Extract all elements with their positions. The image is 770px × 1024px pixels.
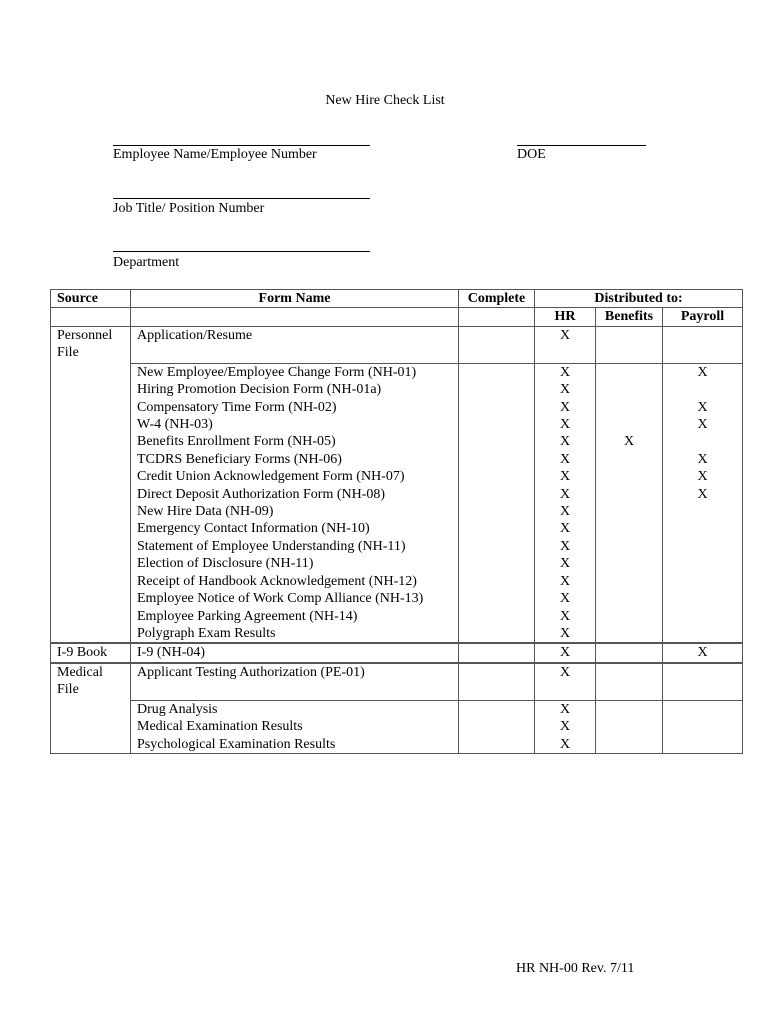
complete-cell[interactable] (459, 416, 535, 433)
payroll-cell (663, 625, 743, 643)
table-row (51, 433, 743, 450)
source-cell (51, 555, 131, 572)
table-row (51, 700, 743, 718)
table-row (51, 399, 743, 416)
complete-cell[interactable] (459, 573, 535, 590)
hr-cell: X (535, 503, 596, 520)
source-cell (51, 625, 131, 643)
form-name-cell: TCDRS Beneficiary Forms (NH-06) (131, 451, 459, 468)
benefits-cell (596, 486, 663, 503)
form-name-cell: Benefits Enrollment Form (NH-05) (131, 433, 459, 450)
table-row (51, 538, 743, 555)
payroll-cell (663, 573, 743, 590)
table-row (51, 451, 743, 468)
table-row (51, 381, 743, 398)
payroll-cell: X (663, 486, 743, 503)
form-subheader-blank (131, 308, 459, 326)
benefits-cell (596, 503, 663, 520)
payroll-cell: X (663, 468, 743, 485)
complete-cell[interactable] (459, 381, 535, 398)
doe-line[interactable] (517, 145, 646, 146)
benefits-cell (596, 736, 663, 754)
source-cell (51, 520, 131, 537)
form-name-cell: Compensatory Time Form (NH-02) (131, 399, 459, 416)
job-title-line[interactable] (113, 198, 370, 199)
table-row (51, 644, 743, 662)
hr-cell: X (535, 625, 596, 643)
source-cell (51, 736, 131, 754)
table-row (51, 326, 743, 363)
payroll-cell (663, 520, 743, 537)
form-name-cell: Applicant Testing Authorization (PE-01) (131, 663, 459, 700)
complete-cell[interactable] (459, 625, 535, 643)
source-cell (51, 538, 131, 555)
source-cell (51, 399, 131, 416)
complete-cell[interactable] (459, 663, 535, 700)
source-cell (51, 381, 131, 398)
page-title: New Hire Check List (325, 93, 445, 108)
table-row (51, 520, 743, 537)
payroll-cell: X (663, 399, 743, 416)
complete-cell[interactable] (459, 468, 535, 485)
payroll-cell (663, 608, 743, 625)
benefits-cell (596, 573, 663, 590)
benefits-cell (596, 608, 663, 625)
form-name-cell: Credit Union Acknowledgement Form (NH-07) (131, 468, 459, 485)
complete-cell[interactable] (459, 718, 535, 735)
form-name-cell: I-9 (NH-04) (131, 644, 459, 662)
payroll-cell: X (663, 644, 743, 662)
complete-cell[interactable] (459, 555, 535, 572)
benefits-cell (596, 326, 663, 363)
hr-cell: X (535, 608, 596, 625)
source-subheader-blank (51, 308, 131, 326)
complete-header: Complete (459, 290, 535, 308)
complete-cell[interactable] (459, 736, 535, 754)
hr-cell: X (535, 399, 596, 416)
table-row (51, 503, 743, 520)
form-name-cell: Application/Resume (131, 326, 459, 363)
table-row (51, 590, 743, 607)
benefits-cell (596, 381, 663, 398)
benefits-cell (596, 644, 663, 662)
form-name-header: Form Name (131, 290, 459, 308)
form-name-cell: New Hire Data (NH-09) (131, 503, 459, 520)
form-name-cell: Employee Parking Agreement (NH-14) (131, 608, 459, 625)
form-name-cell: Psychological Examination Results (131, 736, 459, 754)
source-cell: I-9 Book (51, 644, 131, 662)
hr-cell: X (535, 433, 596, 450)
complete-cell[interactable] (459, 433, 535, 450)
table-row (51, 468, 743, 485)
hr-cell: X (535, 590, 596, 607)
form-name-cell: Receipt of Handbook Acknowledgement (NH-12) (131, 573, 459, 590)
payroll-cell (663, 700, 743, 718)
form-name-cell: Polygraph Exam Results (131, 625, 459, 643)
source-cell (51, 433, 131, 450)
benefits-cell (596, 700, 663, 718)
complete-subheader-blank (459, 308, 535, 326)
complete-cell[interactable] (459, 399, 535, 416)
table-row (51, 416, 743, 433)
form-name-cell: Medical Examination Results (131, 718, 459, 735)
benefits-cell (596, 416, 663, 433)
hr-cell: X (535, 363, 596, 381)
source-cell (51, 416, 131, 433)
complete-cell[interactable] (459, 700, 535, 718)
distributed-to-header: Distributed to: (535, 290, 743, 308)
department-line[interactable] (113, 251, 370, 252)
source-cell (51, 608, 131, 625)
complete-cell[interactable] (459, 520, 535, 537)
source-cell (51, 451, 131, 468)
employee-name-label: Employee Name/Employee Number (113, 147, 317, 162)
payroll-cell (663, 736, 743, 754)
benefits-cell (596, 555, 663, 572)
payroll-cell (663, 590, 743, 607)
hr-cell: X (535, 663, 596, 700)
benefits-cell (596, 590, 663, 607)
form-name-cell: Drug Analysis (131, 700, 459, 718)
hr-cell: X (535, 468, 596, 485)
form-name-cell: Employee Notice of Work Comp Alliance (NH-13) (131, 590, 459, 607)
employee-name-line[interactable] (113, 145, 370, 146)
complete-cell[interactable] (459, 538, 535, 555)
hr-header: HR (535, 308, 596, 326)
benefits-header: Benefits (596, 308, 663, 326)
payroll-header: Payroll (663, 308, 743, 326)
payroll-cell (663, 555, 743, 572)
hr-cell: X (535, 644, 596, 662)
complete-cell[interactable] (459, 503, 535, 520)
benefits-cell (596, 399, 663, 416)
hr-cell: X (535, 573, 596, 590)
benefits-cell (596, 718, 663, 735)
hr-cell: X (535, 700, 596, 718)
form-name-cell: Statement of Employee Understanding (NH-11) (131, 538, 459, 555)
payroll-cell (663, 538, 743, 555)
benefits-cell (596, 451, 663, 468)
table-row (51, 736, 743, 754)
payroll-cell (663, 503, 743, 520)
form-name-cell: New Employee/Employee Change Form (NH-01) (131, 363, 459, 381)
payroll-cell (663, 381, 743, 398)
source-cell: Medical File (51, 663, 131, 700)
complete-cell[interactable] (459, 644, 535, 662)
benefits-cell (596, 625, 663, 643)
table-row (51, 363, 743, 381)
checklist-table (50, 289, 743, 754)
complete-cell[interactable] (459, 608, 535, 625)
complete-cell[interactable] (459, 451, 535, 468)
table-header-row (51, 290, 743, 308)
benefits-cell (596, 520, 663, 537)
complete-cell[interactable] (459, 326, 535, 363)
table-row (51, 608, 743, 625)
source-cell (51, 503, 131, 520)
benefits-cell: X (596, 433, 663, 450)
table-row (51, 486, 743, 503)
department-label: Department (113, 255, 180, 270)
benefits-cell (596, 538, 663, 555)
table-row (51, 625, 743, 643)
form-name-cell: Emergency Contact Information (NH-10) (131, 520, 459, 537)
source-cell (51, 468, 131, 485)
source-cell (51, 590, 131, 607)
form-name-cell: Hiring Promotion Decision Form (NH-01a) (131, 381, 459, 398)
payroll-cell: X (663, 416, 743, 433)
table-row (51, 663, 743, 700)
hr-cell: X (535, 486, 596, 503)
form-name-cell: Direct Deposit Authorization Form (NH-08) (131, 486, 459, 503)
source-cell (51, 718, 131, 735)
job-title-label: Job Title/ Position Number (113, 201, 265, 216)
source-header: Source (51, 290, 131, 308)
hr-cell: X (535, 451, 596, 468)
form-name-cell: Election of Disclosure (NH-11) (131, 555, 459, 572)
table-subheader-row (51, 308, 743, 326)
benefits-cell (596, 468, 663, 485)
benefits-cell (596, 363, 663, 381)
form-revision: HR NH-00 Rev. 7/11 (516, 961, 635, 976)
payroll-cell (663, 718, 743, 735)
hr-cell: X (535, 381, 596, 398)
source-cell: Personnel File (51, 326, 131, 363)
payroll-cell: X (663, 363, 743, 381)
complete-cell[interactable] (459, 363, 535, 381)
source-cell (51, 486, 131, 503)
complete-cell[interactable] (459, 590, 535, 607)
payroll-cell (663, 433, 743, 450)
payroll-cell (663, 326, 743, 363)
benefits-cell (596, 663, 663, 700)
table-row (51, 555, 743, 572)
source-cell (51, 700, 131, 718)
table-row (51, 718, 743, 735)
source-cell (51, 573, 131, 590)
complete-cell[interactable] (459, 486, 535, 503)
payroll-cell: X (663, 451, 743, 468)
hr-cell: X (535, 538, 596, 555)
hr-cell: X (535, 416, 596, 433)
form-name-cell: W-4 (NH-03) (131, 416, 459, 433)
hr-cell: X (535, 520, 596, 537)
table-row (51, 573, 743, 590)
hr-cell: X (535, 718, 596, 735)
hr-cell: X (535, 555, 596, 572)
doe-label: DOE (517, 147, 546, 162)
source-cell (51, 363, 131, 381)
payroll-cell (663, 663, 743, 700)
hr-cell: X (535, 326, 596, 363)
hr-cell: X (535, 736, 596, 754)
